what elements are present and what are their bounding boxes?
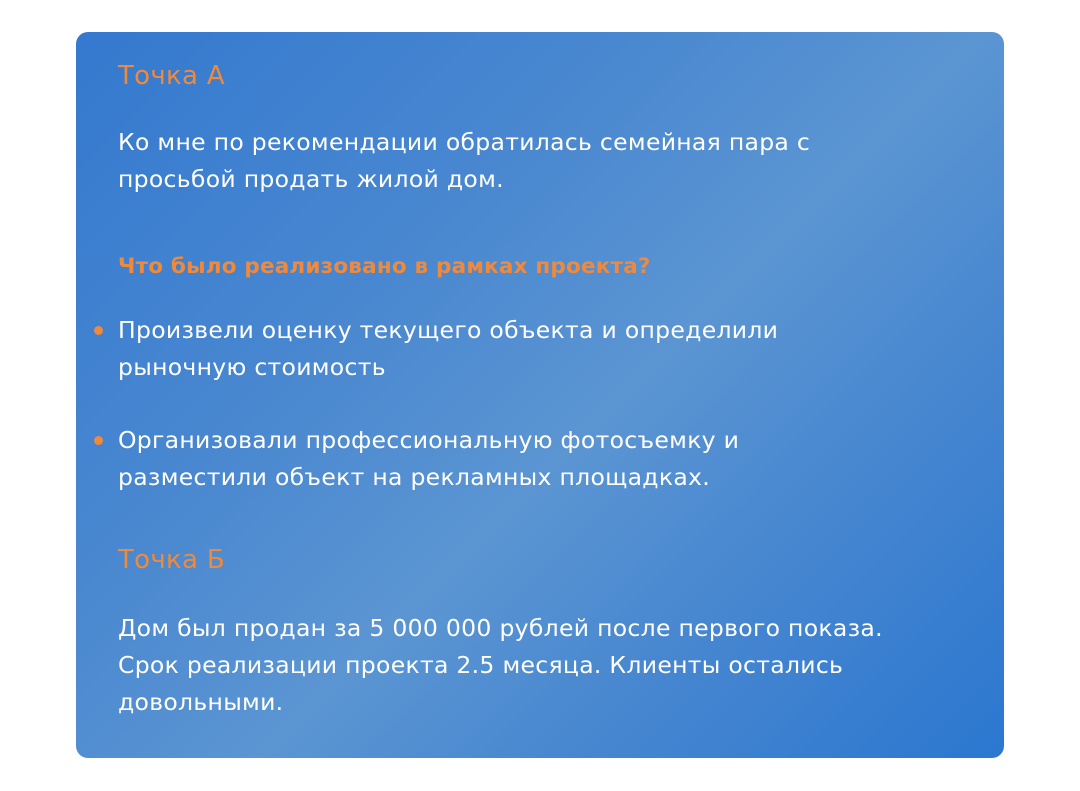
point-a-title: Точка А bbox=[118, 61, 225, 91]
text-line: Организовали профессиональную фотосъемку и bbox=[118, 426, 740, 454]
text-line: разместили объект на рекламных площадках. bbox=[118, 463, 710, 491]
text-line: Ко мне по рекомендации обратилась семейная пара с bbox=[118, 128, 811, 156]
bullet-item bbox=[118, 312, 778, 386]
text-line: Дом был продан за 5 000 000 рублей после первого показа. bbox=[118, 614, 883, 642]
question-heading: Что было реализовано в рамках проекта? bbox=[118, 254, 651, 279]
text-line: просьбой продать жилой дом. bbox=[118, 165, 504, 193]
text-line: Срок реализации проекта 2.5 месяца. Клиенты остались bbox=[118, 651, 844, 679]
text-line: рыночную стоимость bbox=[118, 353, 386, 381]
case-card bbox=[76, 32, 1004, 758]
text-line: довольными. bbox=[118, 688, 284, 716]
point-b-text bbox=[118, 610, 883, 721]
point-b-title: Точка Б bbox=[118, 545, 225, 575]
bullet-icon bbox=[94, 436, 103, 445]
point-a-text bbox=[118, 124, 810, 198]
text-line: Произвели оценку текущего объекта и определили bbox=[118, 316, 779, 344]
bullet-icon bbox=[94, 326, 103, 335]
bullet-item bbox=[118, 422, 739, 496]
